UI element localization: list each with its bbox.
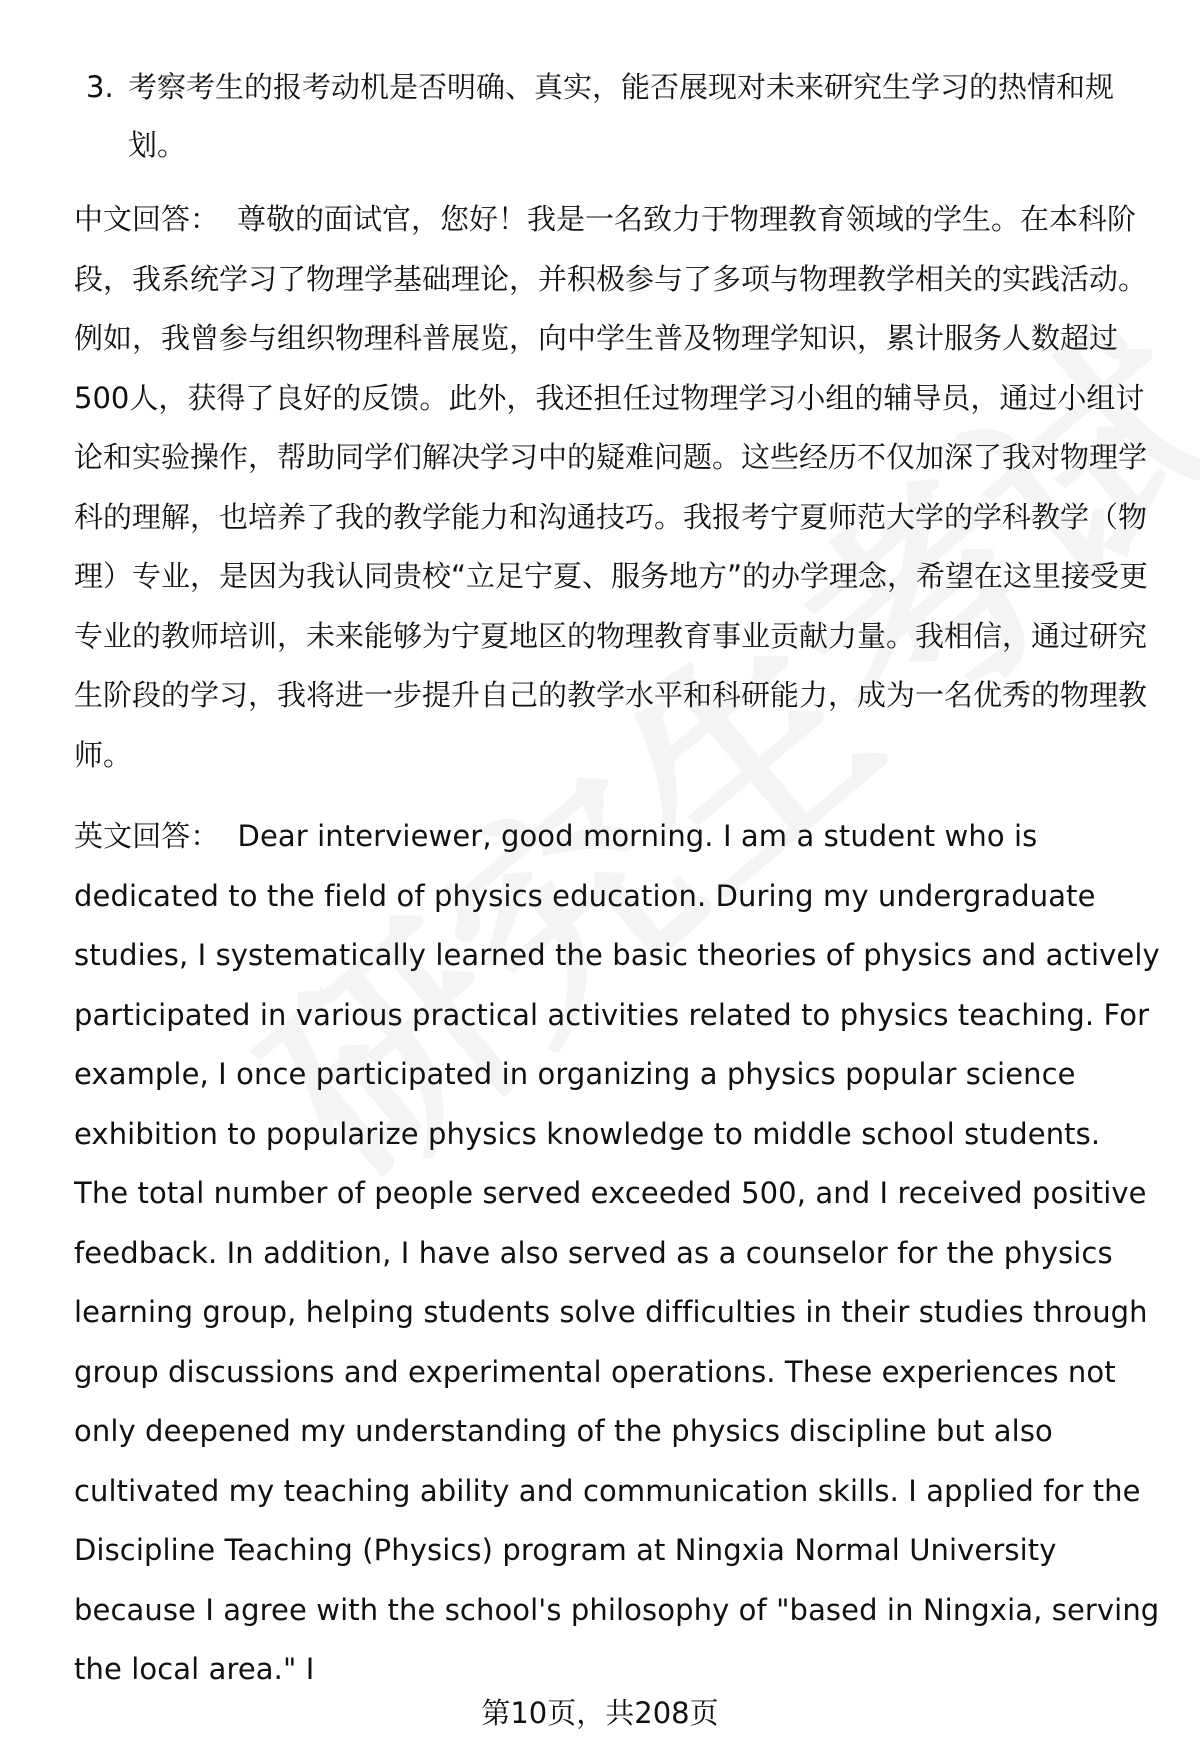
page-number: 第10页，共208页 xyxy=(481,1696,719,1730)
english-answer-text: Dear interviewer, good morning. I am a student who is dedicated to the field of physics education. During my undergraduate studies, I systematically learned the basic theories of physics and actively participated in various practical activities related to physics teaching. For example, I once participated in organizing a physics popular science exhibition to popularize physics knowledge to middle school students. The total number of people served exceeded 500, and I received positive feedback. In addition, I have also served as a counselor for the physics learning group, helping students solve difficulties in their studies through group discussions and experimental operations. These experiences not only deepened my understanding of the physics discipline but also cultivated my teaching ability and communication skills. I applied for the Discipline Teaching (Physics) program at Ningxia Normal University because I agree with the school's philosophy of "based in Ningxia, serving the local area." I xyxy=(74,819,1160,1686)
chinese-answer xyxy=(74,190,1162,785)
english-answer xyxy=(74,807,1162,1700)
criterion-item xyxy=(74,58,1162,174)
document-content xyxy=(74,58,1162,1722)
criterion-number: 3. xyxy=(86,70,114,104)
chinese-answer-label: 中文回答： xyxy=(74,202,220,236)
chinese-answer-text: 尊敬的面试官，您好！我是一名致力于物理教育领域的学生。在本科阶段，我系统学习了物理学基础理论，并积极参与了多项与物理教学相关的实践活动。例如，我曾参与组织物理科普展览，向中学生普及物理学知识，累计服务人数超过500人，获得了良好的反馈。此外，我还担任过物理学习小组的辅导员，通过小组讨论和实验操作，帮助同学们解决学习中的疑难问题。这些经历不仅加深了我对物理学科的理解，也培养了我的教学能力和沟通技巧。我报考宁夏师范大学的学科教学（物理）专业，是因为我认同贵校“立足宁夏、服务地方”的办学理念，希望在这里接受更专业的教师培训，未来能够为宁夏地区的物理教育事业贡献力量。我相信，通过研究生阶段的学习，我将进一步提升自己的教学水平和科研能力，成为一名优秀的物理教师。 xyxy=(74,202,1149,772)
page-footer xyxy=(0,1693,1200,1733)
criterion-text: 考察考生的报考动机是否明确、真实，能否展现对未来研究生学习的热情和规划。 xyxy=(128,70,1115,162)
english-answer-label: 英文回答： xyxy=(74,819,220,853)
